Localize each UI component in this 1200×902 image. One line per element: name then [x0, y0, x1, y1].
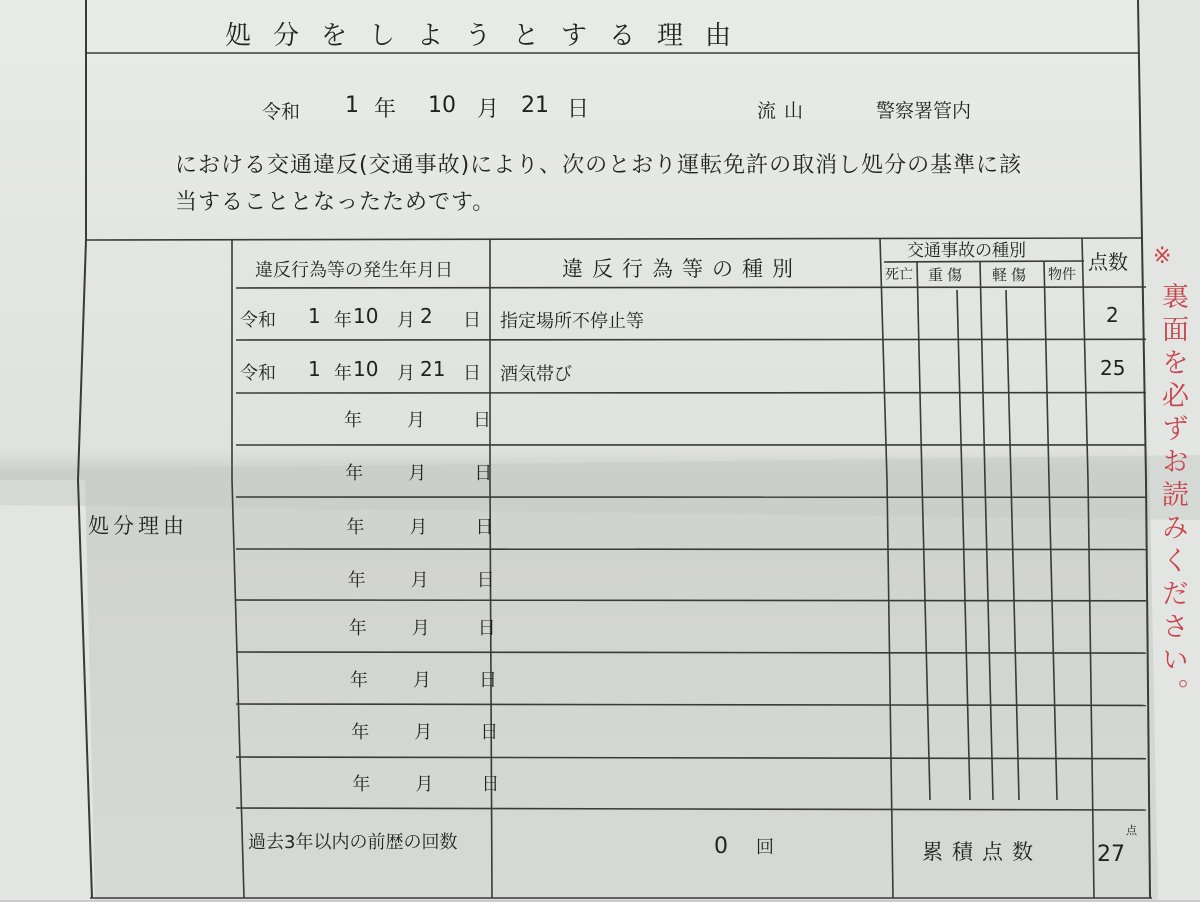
row-day-unit: 日 [477, 566, 495, 592]
header-year: 1 [345, 93, 359, 118]
row-day-unit: 日 [475, 513, 493, 539]
row-year: 1 [308, 357, 321, 381]
reason-line-1: における交通違反(交通事故)により、次のとおり運転免許の取消し処分の基準に該 [175, 148, 1022, 179]
header-month-unit: 月 [477, 92, 499, 123]
row-year-unit: 年 [352, 770, 370, 796]
row-day: 21 [420, 357, 445, 381]
col-header-points: 点数 [1088, 246, 1128, 275]
row-month-unit: 月 [407, 406, 425, 432]
history-label: 過去3年以内の前歴の回数 [248, 828, 457, 854]
row-day-unit: 日 [480, 718, 498, 744]
row-month-unit: 月 [409, 513, 427, 539]
row-month-unit: 月 [415, 770, 433, 796]
col-header-property: 物件 [1048, 264, 1076, 284]
header-day-unit: 日 [567, 92, 589, 123]
row-day: 2 [420, 304, 433, 328]
row-month-unit: 月 [411, 566, 429, 592]
history-unit: 回 [756, 833, 774, 859]
col-header-death: 死亡 [885, 264, 913, 284]
row-year-unit: 年 [346, 513, 364, 539]
row-year-unit: 年 [345, 459, 363, 485]
row-month-unit: 月 [412, 614, 430, 640]
col-header-violation-type: 違反行為等の種別 [562, 253, 802, 283]
row-year-unit: 年 [334, 359, 352, 385]
row-points: 25 [1100, 356, 1125, 380]
col-header-serious: 重傷 [928, 264, 966, 285]
era-label: 令和 [262, 97, 300, 124]
row-points: 2 [1106, 303, 1119, 327]
cumulative-points-value: 27 [1097, 842, 1125, 867]
police-station-name: 流山 [757, 96, 811, 123]
row-month-unit: 月 [414, 718, 432, 744]
header-year-unit: 年 [374, 92, 396, 123]
header-day: 21 [521, 93, 549, 118]
note-mark: ※ [1153, 244, 1171, 269]
row-day-unit: 日 [481, 770, 499, 796]
row-month: 10 [353, 304, 378, 328]
row-violation-type: 酒気帯び [500, 360, 572, 386]
row-era: 令和 [240, 359, 276, 385]
police-station-suffix: 警察署管内 [876, 96, 971, 123]
col-header-minor: 軽傷 [992, 264, 1030, 285]
row-day-unit: 日 [463, 306, 481, 332]
reason-line-2: 当することとなったためです。 [175, 185, 495, 216]
row-day-unit: 日 [479, 666, 497, 692]
row-year-unit: 年 [350, 666, 368, 692]
row-year-unit: 年 [348, 566, 366, 592]
row-month-unit: 月 [413, 666, 431, 692]
cumulative-points-unit: 点 [1126, 822, 1137, 838]
row-month-unit: 月 [397, 359, 415, 385]
row-year: 1 [308, 304, 321, 328]
row-month-unit: 月 [397, 306, 415, 332]
row-day-unit: 日 [474, 459, 492, 485]
row-year-unit: 年 [334, 306, 352, 332]
row-month: 10 [353, 357, 378, 381]
row-day-unit: 日 [478, 614, 496, 640]
row-era: 令和 [240, 306, 276, 332]
col-header-accident-type: 交通事故の種別 [907, 236, 1026, 261]
row-month-unit: 月 [408, 459, 426, 485]
row-violation-type: 指定場所不停止等 [500, 307, 644, 333]
row-year-unit: 年 [344, 406, 362, 432]
col-header-date: 違反行為等の発生年月日 [255, 256, 453, 282]
row-day-unit: 日 [463, 359, 481, 385]
row-year-unit: 年 [351, 718, 369, 744]
row-day-unit: 日 [473, 406, 491, 432]
cumulative-points-label: 累積点数 [922, 836, 1042, 866]
section-title: 処分をしようとする理由 [225, 15, 753, 52]
disposal-reason-label: 処分理由 [88, 510, 188, 540]
history-count: 0 [714, 834, 728, 859]
header-month: 10 [428, 93, 456, 118]
note-read-reverse: 裏面を必ずお読みください。 [1153, 282, 1192, 902]
row-year-unit: 年 [349, 614, 367, 640]
